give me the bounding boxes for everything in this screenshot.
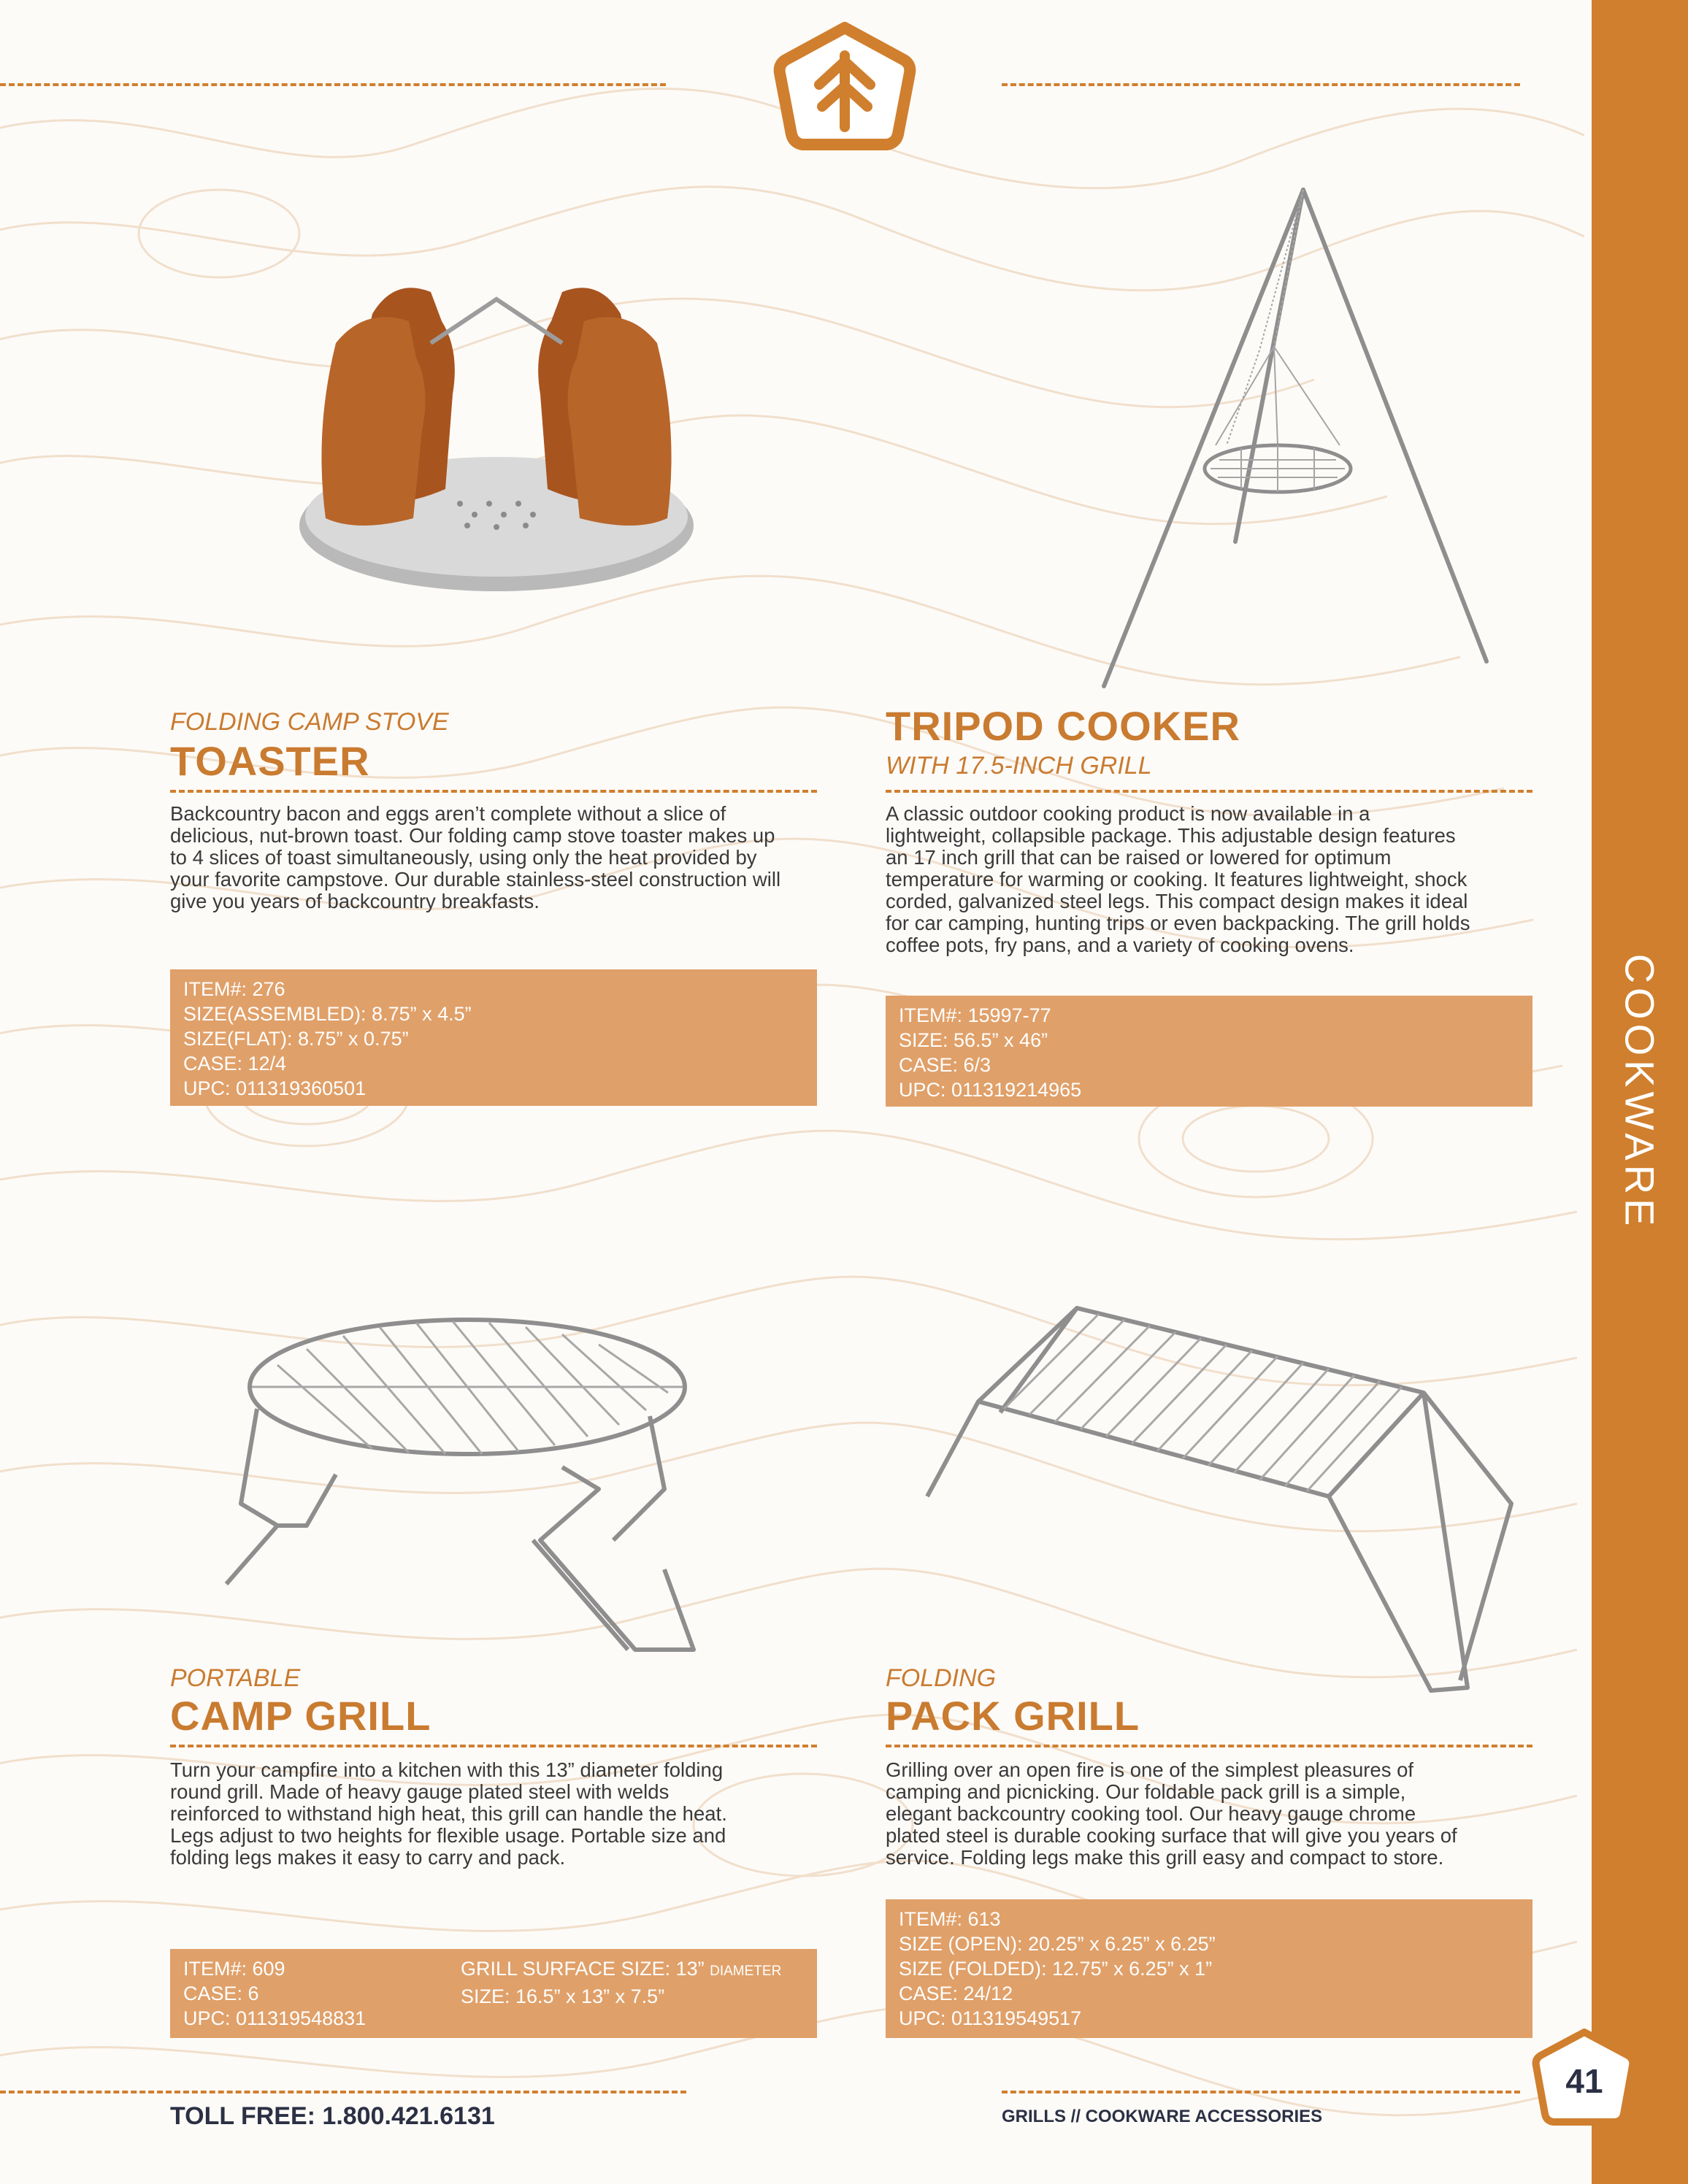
grill-surface-size: GRILL SURFACE SIZE: 13”	[461, 1958, 705, 1980]
camp-grill-title: CAMP GRILL	[170, 1693, 431, 1739]
spec-line: CASE: 12/4	[183, 1053, 287, 1074]
spec-line: SIZE(ASSEMBLED): 8.75” x 4.5”	[183, 1003, 472, 1025]
footer-rule-left	[0, 2091, 686, 2093]
pack-grill-icon	[920, 1299, 1519, 1708]
page-number: 41	[1565, 2062, 1603, 2100]
spec-line: UPC: 011319548831	[183, 2007, 367, 2029]
spec-line: ITEM#: 276	[183, 978, 285, 1000]
grill-surface-unit: DIAMETER	[710, 1964, 782, 1979]
toaster-spec-box	[170, 969, 817, 1106]
spec-line: ITEM#: 609	[183, 1958, 285, 1980]
spec-line: UPC: 011319360501	[183, 1077, 367, 1099]
pack-grill-title: PACK GRILL	[886, 1693, 1140, 1739]
spec-line	[461, 1956, 781, 1984]
footer-section-label: GRILLS // COOKWARE ACCESSORIES	[1002, 2107, 1323, 2126]
tripod-rule	[886, 790, 1532, 793]
pack-grill-eyebrow: FOLDING	[886, 1664, 997, 1692]
spec-line: UPC: 011319549517	[899, 2007, 1082, 2029]
camp-grill-specs-left	[183, 1956, 366, 2031]
tripod-title: TRIPOD COOKER	[886, 703, 1240, 749]
section-label: COOKWARE	[1616, 953, 1663, 1231]
spec-line: ITEM#: 15997-77	[899, 1004, 1051, 1026]
footer-rule-right	[1002, 2091, 1520, 2093]
toaster-eyebrow: FOLDING CAMP STOVE	[170, 708, 449, 736]
tripod-spec-box	[886, 996, 1532, 1107]
spec-line: ITEM#: 613	[899, 1908, 1001, 1930]
toaster-title: TOASTER	[170, 738, 370, 784]
tripod-description: A classic outdoor cooking product is now available in a lightweight, collapsible package. This adjustable design features an 17 inch grill that can be raised or lowered for optimum temperature for warming or cooking. It features lightweight, shock corded, galvanized steel legs. This compact design makes it ideal for car camping, hunting trips or even backpacking. The grill holds coffee pots, fry pans, and a variety of cooking ovens.	[886, 802, 1470, 956]
toaster-rule	[170, 790, 817, 793]
camp-grill-description: Turn your campfire into a kitchen with this 13” diameter folding round grill. Made of heavy gauge plated steel with welds reinforced to withstand high heat, this grill can handle the heat. Legs adjust to two heights for flexible usage. Portable size and folding legs makes it easy to carry and pack.	[170, 1758, 727, 1869]
spec-line: CASE: 6/3	[899, 1054, 991, 1076]
tripod-subtitle: WITH 17.5-INCH GRILL	[886, 752, 1152, 780]
spec-line: SIZE: 56.5” x 46”	[899, 1029, 1048, 1051]
spec-line: SIZE (OPEN): 20.25” x 6.25” x 6.25”	[899, 1933, 1216, 1955]
camp-grill-spec-box	[170, 1949, 817, 2038]
arrow-tree-logo-icon	[768, 18, 921, 171]
tripod-cooker-icon	[1095, 182, 1504, 693]
spec-line: UPC: 011319214965	[899, 1079, 1082, 1101]
round-camp-grill-icon	[219, 1307, 716, 1686]
spec-line: CASE: 6	[183, 1983, 259, 2004]
top-rule-left	[0, 83, 666, 86]
pack-grill-rule	[886, 1745, 1532, 1747]
camp-grill-eyebrow: PORTABLE	[170, 1664, 301, 1692]
toaster-description: Backcountry bacon and eggs aren’t complete without a slice of delicious, nut-brown toast. Our folding camp stove toaster makes up to 4 slices of toast simultaneously, using only the heat provided by your favorite campstove. Our durable stainless-steel construction will give you years of backcountry breakfasts.	[170, 802, 781, 912]
spec-line: SIZE (FOLDED): 12.75” x 6.25” x 1”	[899, 1958, 1213, 1980]
camp-grill-specs-right	[461, 1956, 781, 2009]
spec-line: SIZE(FLAT): 8.75” x 0.75”	[183, 1028, 409, 1050]
top-rule-right	[1002, 83, 1520, 86]
camp-grill-rule	[170, 1745, 817, 1747]
pack-grill-description: Grilling over an open fire is one of the simplest pleasures of camping and picnicking. Our foldable pack grill is a simple, elegant backcountry cooking tool. Our heavy gauge chrome plated steel is durable cooking surface that will give you years of service. Folding legs make this grill easy and compact to store.	[886, 1758, 1457, 1869]
toll-free-number: TOLL FREE: 1.800.421.6131	[170, 2102, 495, 2130]
camp-stove-toaster-icon	[285, 263, 708, 613]
pack-grill-spec-box	[886, 1899, 1532, 2038]
spec-line: CASE: 24/12	[899, 1983, 1013, 2004]
spec-line: SIZE: 16.5” x 13” x 7.5”	[461, 1985, 665, 2007]
